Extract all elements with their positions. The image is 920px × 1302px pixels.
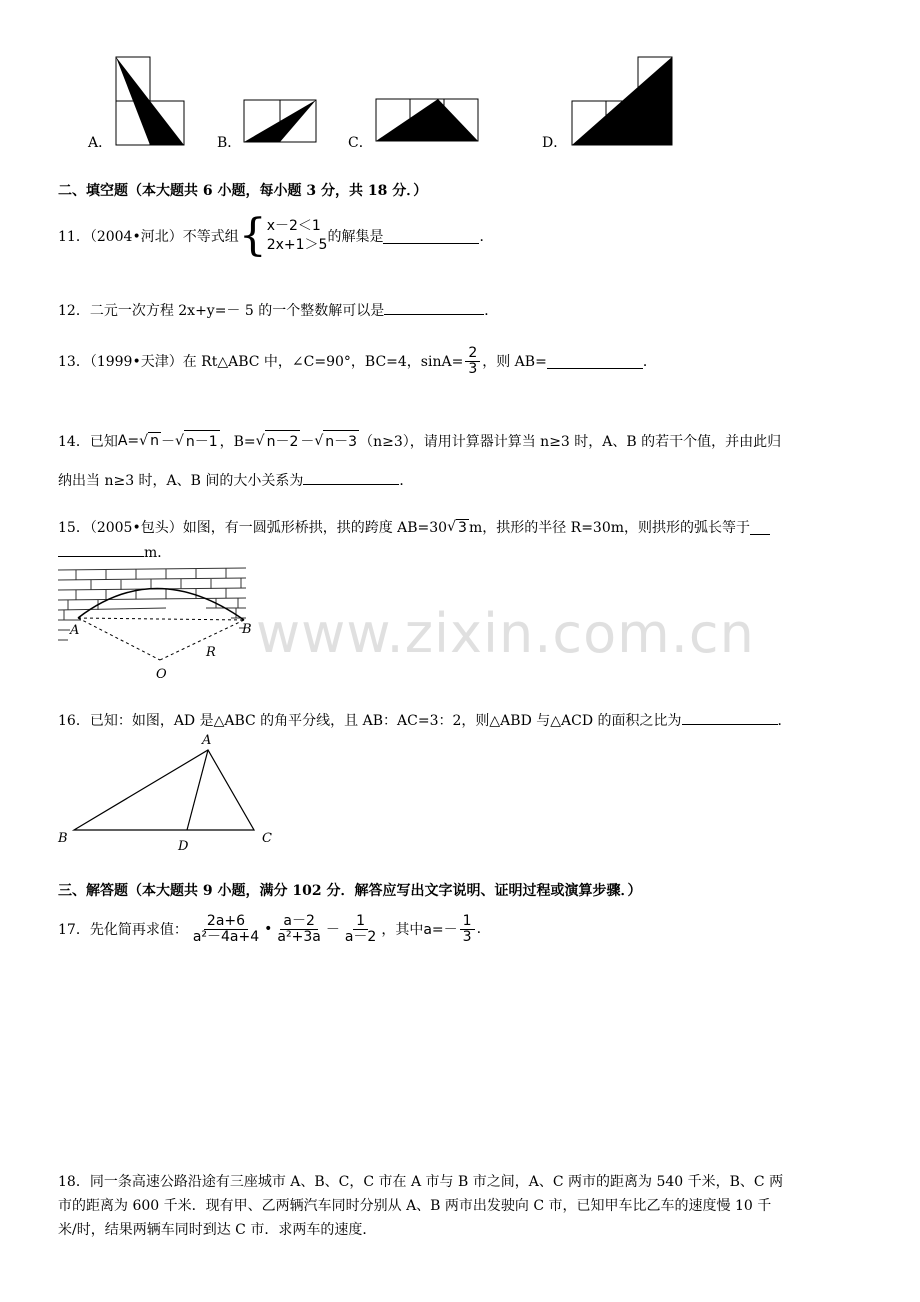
q12-end: ． (484, 303, 499, 319)
label-c: C (262, 831, 272, 846)
radicand: n－3 (323, 430, 359, 451)
radicand: 3 (458, 519, 467, 536)
numerator: 2a+6 (204, 914, 248, 930)
radicand: n－1 (184, 430, 220, 451)
answer-blank[interactable] (303, 470, 399, 485)
sqrt-symbol: √ (139, 432, 149, 449)
q16-end: ． (777, 713, 792, 729)
denominator: 3 (468, 360, 478, 377)
question-16 (58, 710, 792, 730)
inequality-1: x－2＜1 (266, 218, 321, 235)
label-o: O (156, 667, 167, 680)
answer-blank[interactable] (682, 710, 778, 725)
figure-option-d (570, 56, 676, 146)
label-b: B (242, 622, 252, 637)
q11-suffix: 的解集是 (327, 229, 384, 245)
radicand: n (150, 433, 159, 449)
q15-text: 15．（2005•包头）如图，有一圆弧形桥拱，拱的跨度 AB=30 (58, 520, 448, 536)
q17-end: . (476, 921, 482, 938)
sqrt-symbol: √ (174, 432, 184, 449)
question-15-line-2 (58, 542, 171, 562)
question-14-line-2 (58, 470, 413, 490)
figure-option-a (114, 56, 186, 146)
option-a-label: A． (88, 135, 113, 151)
numerator: 1 (353, 914, 368, 930)
q13-end: ． (642, 354, 657, 371)
sqrt-symbol: √ (255, 432, 265, 449)
q14-prefix: 14．已知 (58, 433, 118, 450)
label-a: A (202, 733, 212, 748)
q17-mid: ，其中 (381, 922, 424, 939)
q13-prefix: 13．（1999•天津）在 Rt△ABC 中，∠C=90°，BC=4，sinA= (58, 354, 464, 371)
q18-line-2: 市的距离为 600 千米．现有甲、乙两辆汽车同时分别从 A、B 两市出发驶向 C 市，已知甲车比乙车的速度慢 10 千 (58, 1198, 772, 1214)
radicand: n－2 (265, 430, 301, 451)
q15-unit: m． (144, 545, 172, 561)
q12-text: 12．二元一次方程 2x+y=－ 5 的一个整数解可以是 (58, 303, 385, 319)
a-value: a=－ (423, 922, 458, 939)
sqrt-symbol: √ (314, 432, 324, 449)
fraction-1 (190, 914, 262, 944)
question-15-line-1 (58, 517, 770, 537)
multiply-dot: • (264, 921, 273, 938)
b-label: ，B= (219, 433, 256, 450)
section-3-heading: 三、解答题（本大题共 9 小题，满分 102 分．解答应写出文字说明、证明过程或演算步骤．） (58, 883, 642, 899)
minus-sign: － (300, 433, 315, 450)
label-a: A (70, 623, 80, 638)
denominator: a²－4a+4 (192, 928, 260, 945)
question-12 (58, 300, 498, 320)
fraction (465, 346, 480, 376)
denominator: a²+3a (277, 928, 321, 945)
q18-line-3: 米/时，结果两辆车同时到达 C 市．求两车的速度． (58, 1222, 377, 1238)
numerator: a－2 (280, 914, 318, 930)
figure-option-c (374, 97, 482, 143)
label-b: B (58, 831, 68, 846)
option-b-label: B． (217, 135, 242, 151)
inequality-system (267, 217, 328, 255)
answer-blank[interactable] (750, 520, 770, 535)
triangle-figure (54, 728, 284, 856)
answer-blank-continued[interactable] (58, 542, 144, 557)
numerator: 2 (465, 346, 480, 362)
q18-line-1: 18．同一条高速公路沿途有三座城市 A、B、C，C 市在 A 市与 B 市之间，A、C 两市的距离为 540 千米，B、C 两 (58, 1174, 784, 1190)
answer-blank[interactable] (383, 229, 479, 244)
q14-text: （n≥3），请用计算器计算当 n≥3 时，A、B 的若干个值，并由此归 (359, 433, 782, 450)
question-17 (58, 914, 481, 944)
option-d-label: D． (542, 135, 568, 151)
q14-end: ． (399, 473, 414, 489)
minus-sign: － (325, 922, 340, 939)
q17-prefix: 17．先化简再求值： (58, 922, 188, 939)
denominator: a－2 (344, 928, 377, 945)
answer-blank[interactable] (384, 300, 484, 315)
section-2-heading: 二、填空题（本大题共 6 小题，每小题 3 分，共 18 分．） (58, 183, 428, 199)
label-r: R (206, 645, 216, 660)
brace-symbol: { (238, 210, 267, 261)
a-label: A= (117, 432, 140, 449)
question-13 (58, 346, 657, 376)
inequality-2: 2x+1＞5 (266, 237, 328, 253)
question-18 (58, 1170, 783, 1242)
q11-end: ． (479, 229, 494, 245)
q16-text: 16．已知：如图，AD 是△ABC 的角平分线，且 AB：AC=3：2，则△ABD 与△ACD 的面积之比为 (58, 713, 682, 729)
watermark: www.zixin.com.cn (256, 602, 755, 665)
answer-blank[interactable] (547, 354, 643, 369)
fraction-4 (460, 914, 475, 944)
denominator: 3 (462, 928, 472, 945)
figure-option-b (242, 98, 318, 144)
minus-sign: － (160, 433, 175, 450)
numerator: 1 (460, 914, 475, 930)
option-c-label: C． (348, 135, 373, 151)
question-14-line-1 (58, 430, 781, 451)
sqrt-symbol: √ (447, 519, 457, 535)
q11-prefix: 11．（2004•河北）不等式组 (58, 229, 239, 245)
question-11 (58, 210, 494, 261)
fraction-3 (342, 914, 380, 944)
q13-suffix: ，则 AB= (482, 354, 547, 371)
bridge-arch-figure (56, 564, 256, 680)
q15-text-2: m，拱形的半径 R=30m，则拱形的弧长等于 (468, 520, 751, 536)
q14-text-2: 纳出当 n≥3 时，A、B 间的大小关系为 (58, 473, 304, 489)
fraction-2 (274, 914, 323, 944)
label-d: D (178, 839, 189, 854)
